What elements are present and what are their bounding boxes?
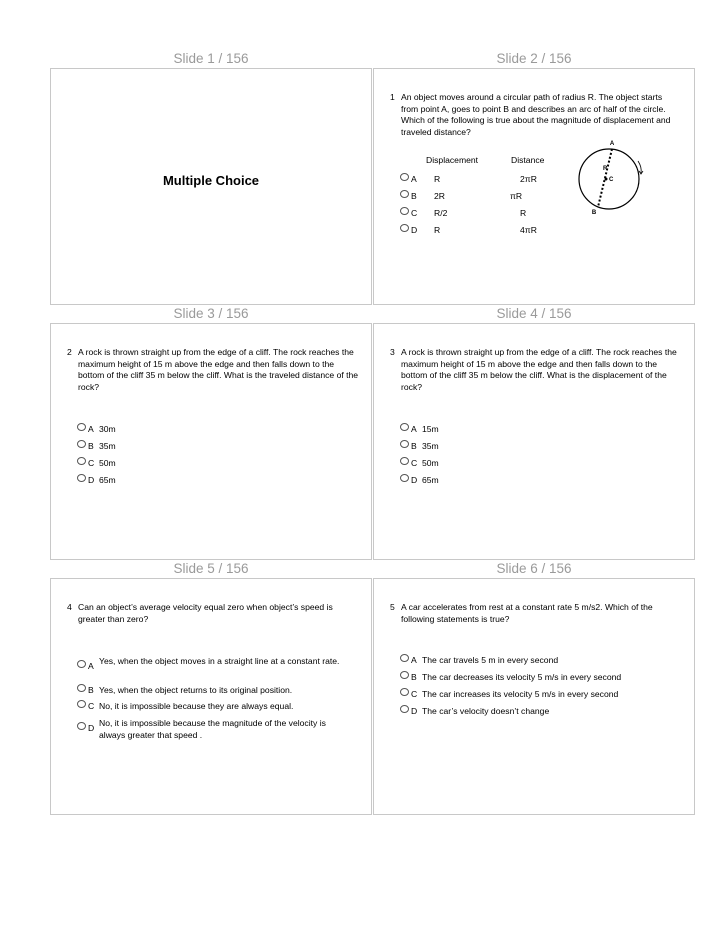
option-displacement: R: [434, 174, 441, 184]
option-letter: B: [411, 441, 417, 451]
option-text: The car increases its velocity 5 m/s in every second: [422, 689, 619, 699]
center-point: [605, 178, 608, 181]
slide-caption: Slide 5 / 156: [173, 561, 249, 576]
slide-caption: Slide 3 / 156: [173, 306, 249, 321]
radio-icon[interactable]: [77, 423, 86, 431]
question-number: 2: [67, 347, 72, 357]
slide-3: [50, 323, 372, 560]
radio-icon[interactable]: [77, 474, 86, 482]
option-text: 50m: [422, 458, 439, 468]
option-letter: C: [88, 458, 95, 468]
question-number: 3: [390, 347, 395, 357]
option-text: 65m: [99, 475, 116, 485]
option-letter: B: [411, 672, 417, 682]
question-text: Can an object’s average velocity equal zero when object’s speed is greater than zero?: [78, 602, 333, 624]
option-letter: D: [411, 475, 418, 485]
header-displacement: Displacement: [426, 155, 479, 165]
option-letter: B: [88, 441, 94, 451]
option-letter: D: [411, 706, 418, 716]
slide-title: Multiple Choice: [162, 173, 260, 188]
slide-caption: Slide 6 / 156: [496, 561, 572, 576]
slide-caption: Slide 2 / 156: [496, 51, 572, 66]
radio-icon[interactable]: [77, 684, 86, 692]
option-text: Yes, when the object returns to its original position.: [99, 685, 293, 695]
radio-icon[interactable]: [400, 423, 409, 431]
slide-caption: Slide 1 / 156: [173, 51, 249, 66]
radio-icon[interactable]: [400, 705, 409, 713]
label-b: B: [591, 210, 597, 216]
slide-1: [50, 68, 372, 305]
radio-icon[interactable]: [400, 173, 409, 181]
radio-icon[interactable]: [400, 190, 409, 198]
option-text: The car travels 5 m in every second: [422, 655, 559, 665]
option-letter: C: [88, 701, 95, 711]
radio-icon[interactable]: [400, 474, 409, 482]
radio-icon[interactable]: [77, 660, 86, 668]
option-text: The car’s velocity doesn’t change: [422, 706, 550, 716]
option-text: The car decreases its velocity 5 m/s in every second: [422, 672, 622, 682]
option-letter: A: [88, 424, 94, 434]
circle-path-diagram: [572, 139, 652, 219]
option-displacement: R/2: [434, 208, 448, 218]
slide-2: [373, 68, 695, 305]
question-text: A rock is thrown straight up from the edge of a cliff. The rock reaches the maximum height of 15 m above the edge and then falls down to the bottom of the cliff 35 m below the cliff. What is the traveled distance of the rock?: [78, 347, 359, 392]
option-text: 30m: [99, 424, 116, 434]
slide-6: [373, 578, 695, 815]
option-distance: 4πR: [520, 225, 537, 235]
option-letter: D: [411, 225, 418, 235]
option-distance: R: [520, 208, 527, 218]
slide-4: [373, 323, 695, 560]
option-letter: D: [88, 723, 95, 733]
option-letter: A: [411, 424, 417, 434]
option-letter: A: [411, 174, 417, 184]
question-text: A car accelerates from rest at a constant rate 5 m/s2. Which of the following statements is true?: [401, 602, 653, 624]
option-text: 35m: [422, 441, 439, 451]
option-text: No, it is impossible because the magnitude of the velocity is always greater that speed .: [99, 718, 326, 740]
option-text: 15m: [422, 424, 439, 434]
option-distance: 2πR: [520, 174, 537, 184]
question-text: A rock is thrown straight up from the edge of a cliff. The rock reaches the maximum height of 15 m above the edge and then falls down to the bottom of the cliff 35 m below the cliff. What is the displacement of the rock?: [401, 347, 677, 392]
label-a: A: [609, 141, 615, 147]
radio-icon[interactable]: [400, 654, 409, 662]
radio-icon[interactable]: [400, 207, 409, 215]
option-letter: C: [411, 689, 418, 699]
option-distance: πR: [510, 191, 523, 201]
radio-icon[interactable]: [77, 457, 86, 465]
label-r: R: [603, 166, 608, 172]
option-text: Yes, when the object moves in a straight line at a constant rate.: [99, 656, 340, 666]
radio-icon[interactable]: [400, 671, 409, 679]
question-number: 5: [390, 602, 395, 612]
option-letter: D: [88, 475, 95, 485]
slide-caption: Slide 4 / 156: [496, 306, 572, 321]
radio-icon[interactable]: [77, 700, 86, 708]
radio-icon[interactable]: [77, 722, 86, 730]
question-text: An object moves around a circular path of radius R. The object starts from point A, goes to point B and describes an arc of half of the circle. Which of the following is true about the magnitude of displacement and traveled distance?: [401, 92, 671, 137]
header-distance: Distance: [511, 155, 545, 165]
question-number: 4: [67, 602, 72, 612]
label-c: C: [609, 177, 614, 183]
option-letter: A: [88, 661, 94, 671]
option-letter: C: [411, 208, 418, 218]
option-displacement: R: [434, 225, 441, 235]
option-displacement: 2R: [434, 191, 445, 201]
option-text: 50m: [99, 458, 116, 468]
radio-icon[interactable]: [400, 688, 409, 696]
radio-icon[interactable]: [400, 457, 409, 465]
radio-icon[interactable]: [400, 440, 409, 448]
radio-icon[interactable]: [77, 440, 86, 448]
option-letter: C: [411, 458, 418, 468]
option-text: No, it is impossible because they are always equal.: [99, 701, 294, 711]
option-text: 35m: [99, 441, 116, 451]
option-text: 65m: [422, 475, 439, 485]
radio-icon[interactable]: [400, 224, 409, 232]
option-letter: B: [88, 685, 94, 695]
question-number: 1: [390, 92, 395, 102]
option-letter: B: [411, 191, 417, 201]
option-letter: A: [411, 655, 417, 665]
slide-5: [50, 578, 372, 815]
